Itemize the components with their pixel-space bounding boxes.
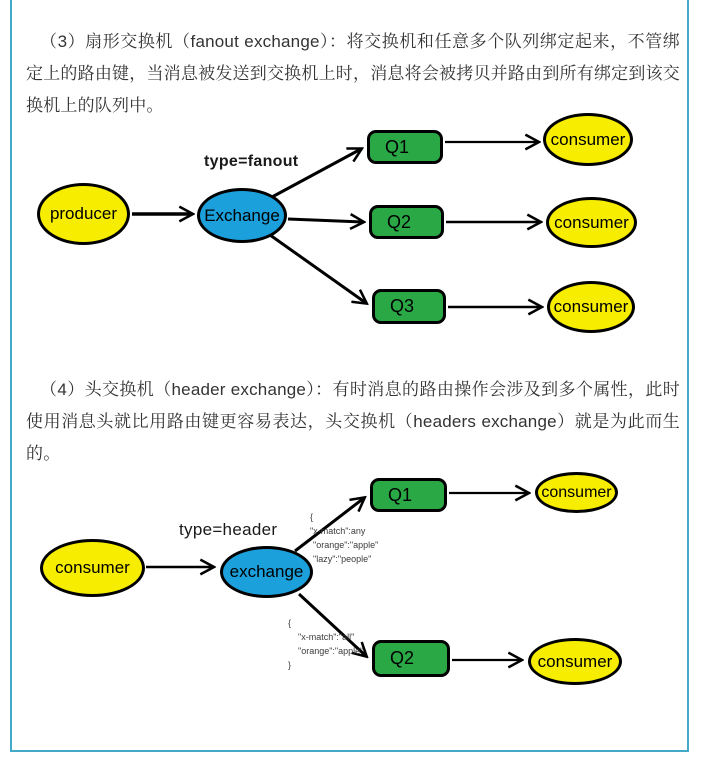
header-type-label: type=header — [179, 520, 278, 539]
consumer-node-1: consumer — [543, 113, 633, 166]
paragraph-header-exchange: （4）头交换机（header exchange）：有时消息的路由操作会涉及到多个属性，此时使用消息头就比用路由键更容易表达，头交换机（headers exchange）就是为此而生的。 — [26, 380, 680, 463]
queue-q2-node: Q2 — [369, 205, 444, 239]
queue-q2-node: Q2 — [372, 640, 450, 677]
consumer-node-3: consumer — [547, 281, 635, 333]
q2-binding-headers: { "x-match":"all" "orange":"apple" } — [288, 618, 364, 670]
producer-node: producer — [37, 183, 130, 245]
queue-q1-node: Q1 — [367, 130, 443, 164]
q1-binding-headers: { "x-match":any "orange":"apple" "lazy":"people" — [310, 512, 379, 564]
header-exchange-diagram — [0, 450, 703, 710]
exchange-node: exchange — [220, 546, 313, 598]
consumer-node-1: consumer — [535, 472, 618, 513]
fanout-type-label: type=fanout — [204, 153, 299, 170]
consumer-node-2: consumer — [546, 197, 637, 248]
queue-q1-node: Q1 — [370, 478, 447, 512]
exchange-node: Exchange — [197, 188, 287, 243]
queue-q3-node: Q3 — [372, 289, 446, 324]
consumer-node-2: consumer — [528, 638, 622, 685]
paragraph-fanout-exchange: （3）扇形交换机（fanout exchange）：将交换机和任意多个队列绑定起来，不管绑定上的路由键，当消息被发送到交换机上时，消息将会被拷贝并路由到所有绑定到该交换机上的队列中。 — [26, 32, 680, 115]
producer-consumer-node: consumer — [40, 539, 145, 597]
fanout-exchange-diagram — [0, 100, 703, 350]
